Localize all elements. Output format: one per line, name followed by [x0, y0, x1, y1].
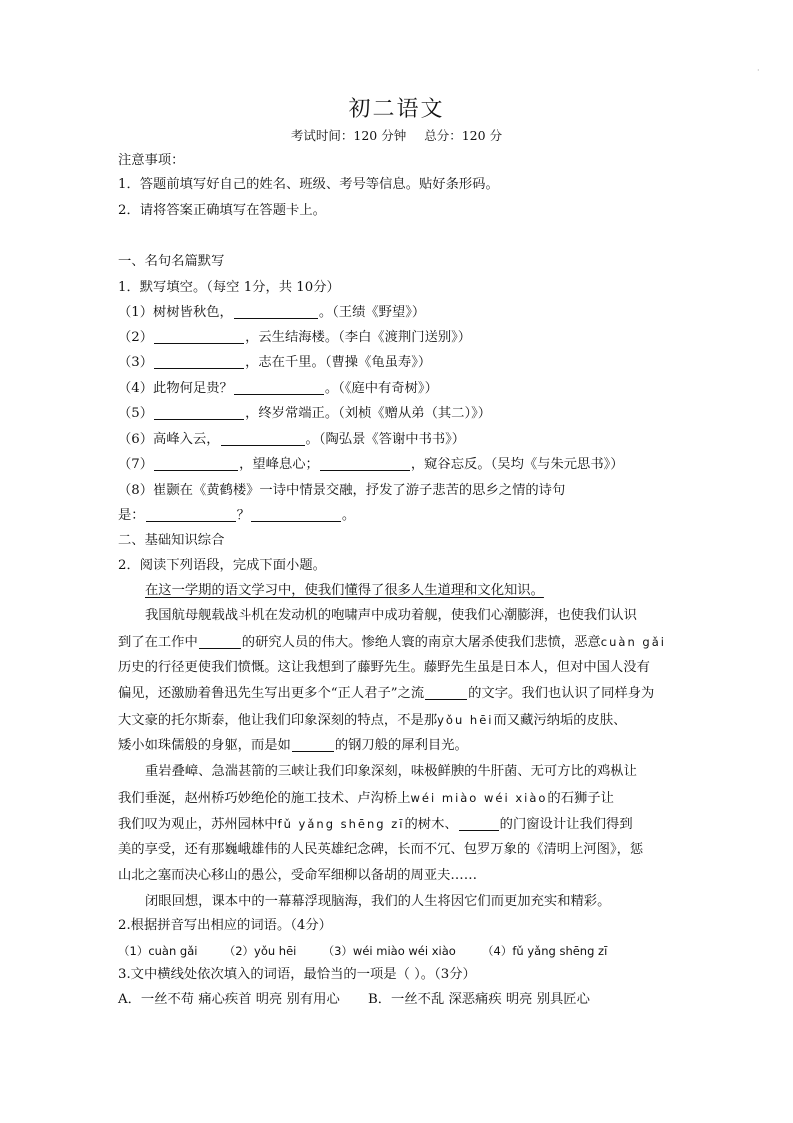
passage-line — [118, 815, 633, 834]
fill-line-5 — [118, 405, 491, 423]
line-text: 是： — [118, 508, 145, 523]
answer-blank[interactable] — [146, 507, 236, 522]
passage-line: 闭眼回想，课本中的一幕幕浮现脑海，我们的人生将因它们而更加充实和精彩。 — [145, 894, 611, 909]
passage-line: 美的享受，还有那巍峨雄伟的人民英雄纪念碑，长而不冗、包罗万象的《清明上河图》，惩 — [118, 842, 644, 857]
line-text: 而又藏污纳垢的皮肤、 — [493, 713, 627, 728]
line-text: 到了在工作中 — [118, 635, 198, 650]
pinyin: wéi miào wéi xiào — [410, 791, 548, 805]
passage-line: 历史的行径更使我们愤慨。这让我想到了藤野先生。藤野先生虽是日本人，但对中国人没有 — [118, 660, 650, 675]
line-text: （4）此物何足贵？ — [118, 381, 233, 396]
answer-blank[interactable] — [425, 685, 467, 700]
passage-line: 重岩叠嶂、急湍甚箭的三峡让我们印象深刻，味极鲜腴的牛肝菌、无可方比的鸡枞让 — [145, 764, 637, 779]
fill-line-2 — [118, 329, 471, 347]
question-3: 3.文中横线处依次填入的词语，最恰当的一项是（ ）。（3分） — [118, 967, 476, 982]
line-text: 的门窗设计让我们得到 — [499, 817, 633, 832]
passage-line — [118, 685, 654, 703]
exam-info — [0, 126, 793, 144]
line-text: 矮小如珠儒般的身躯，而是如 — [118, 738, 291, 753]
line-text: 的研究人员的伟大。惨绝人寰的南京大屠杀使我们悲愤，恶意 — [241, 635, 601, 650]
line-text: 的文字。我们也认识了同样身为 — [468, 686, 655, 701]
line-text: 的石狮子让 — [547, 791, 614, 806]
fill-line-7 — [118, 456, 624, 474]
line-text: 的钢刀般的犀利目光。 — [334, 738, 468, 753]
pinyin-option: （2）yǒu hēi — [223, 944, 297, 958]
answer-blank[interactable] — [234, 380, 324, 395]
fill-line-6 — [118, 431, 465, 449]
answer-blank[interactable] — [154, 354, 244, 369]
answer-blank[interactable] — [459, 816, 499, 831]
answer-options — [118, 991, 590, 1009]
question-2: 2．阅读下列语段，完成下面小题。 — [118, 558, 326, 573]
pinyin: fǔ yǎng shēng zī — [277, 817, 405, 831]
underlined-sentence: 在这一学期的语文学习中，使我们懂得了很多人生道理和文化知识。 — [145, 583, 544, 598]
line-text: （3） — [118, 355, 154, 370]
notes-heading: 注意事项： — [118, 153, 185, 168]
answer-blank[interactable] — [292, 737, 334, 752]
page-title: 初二语文 — [348, 97, 445, 122]
answer-blank[interactable] — [154, 405, 244, 420]
corner-mark: · — [757, 66, 760, 75]
option-b[interactable]: B．一丝不乱 深恶痛疾 明亮 别具匠心 — [367, 992, 590, 1007]
answer-blank[interactable] — [251, 507, 341, 522]
pinyin: cuàn gǎi — [600, 635, 666, 649]
fill-line-3 — [118, 354, 431, 372]
answer-blank[interactable] — [199, 634, 241, 649]
line-text: 。（王绩《野望》） — [318, 305, 426, 320]
pinyin-option: （3）wéi miào wéi xiào — [322, 944, 456, 958]
option-a[interactable]: A．一丝不苟 痛心疾首 明亮 别有用心 — [118, 992, 340, 1007]
pinyin-options — [118, 942, 629, 961]
line-text: （5） — [118, 406, 154, 421]
line-text: 偏见，还激励着鲁迅先生写出更多个“正人君子”之流 — [118, 686, 425, 701]
fill-line-4 — [118, 380, 438, 398]
line-text: 。（陶弘景《答谢中书书》） — [305, 432, 466, 447]
question-2-sub: 2.根据拼音写出相应的词语。（4分） — [118, 918, 332, 933]
line-text: 。 — [341, 508, 356, 523]
pinyin-option: （1）cuàn gǎi — [118, 944, 198, 958]
line-text: 大文豪的托尔斯泰，他让我们印象深刻的特点，不是那 — [118, 713, 438, 728]
line-text: ？ — [236, 508, 250, 523]
line-text: ，终岁常端正。（刘桢《赠从弟（其二）》） — [245, 406, 492, 421]
fill-line-8a: （8）崔颢在《黄鹤楼》一诗中情景交融，抒发了游子悲苦的思乡之情的诗句 — [118, 483, 566, 498]
exam-time: 考试时间：120 分钟 — [290, 128, 407, 143]
pinyin-option: （4）fǔ yǎng shēng zī — [482, 944, 608, 958]
line-text: ，窥谷忘反。（吴均《与朱元思书》） — [410, 457, 624, 472]
total-score: 总分：120 分 — [424, 128, 503, 143]
fill-line-1 — [118, 304, 425, 322]
answer-blank[interactable] — [221, 431, 305, 446]
passage-line — [118, 789, 614, 808]
note-item: 2．请将答案正确填写在答题卡上。 — [118, 203, 326, 218]
passage-line — [118, 711, 626, 730]
line-text: （2） — [118, 330, 154, 345]
section1-heading: 一、名句名篇默写 — [118, 254, 225, 269]
line-text: （6）高峰入云， — [118, 432, 220, 447]
answer-blank[interactable] — [154, 456, 238, 471]
line-text: （1）树树皆秋色， — [118, 305, 233, 320]
line-text: 。（《庭中有奇树》） — [324, 381, 438, 396]
passage-line — [118, 737, 468, 755]
line-text: 的树木、 — [404, 817, 458, 832]
line-text: ，志在千里。（曹操《龟虽寿》） — [245, 355, 432, 370]
note-item: 1．答题前填写好自己的姓名、班级、考号等信息。贴好条形码。 — [118, 177, 499, 192]
line-text: ，望峰息心； — [239, 457, 319, 472]
answer-blank[interactable] — [320, 456, 410, 471]
answer-blank[interactable] — [234, 304, 318, 319]
line-text: ，云生结海楼。（李白《渡荆门送别》） — [245, 330, 472, 345]
line-text: 我们叹为观止，苏州园林中 — [118, 817, 278, 832]
fill-line-8b — [118, 507, 355, 525]
line-text: （7） — [118, 457, 154, 472]
section2-heading: 二、基础知识综合 — [118, 533, 225, 548]
line-text: 我们垂涎，赵州桥巧妙绝伦的施工技术、卢沟桥上 — [118, 791, 411, 806]
passage-line — [118, 633, 666, 652]
pinyin: yǒu hēi — [437, 713, 494, 727]
passage-line: 我国航母舰载战斗机在发动机的咆啸声中成功着舰，使我们心潮膨湃，也使我们认识 — [145, 608, 637, 623]
question-1: 1．默写填空。（每空 1分，共 10分） — [118, 280, 340, 295]
answer-blank[interactable] — [154, 329, 244, 344]
passage-line: 山北之塞而决心移山的愚公，受命军细柳以备胡的周亚夫…… — [118, 868, 478, 883]
